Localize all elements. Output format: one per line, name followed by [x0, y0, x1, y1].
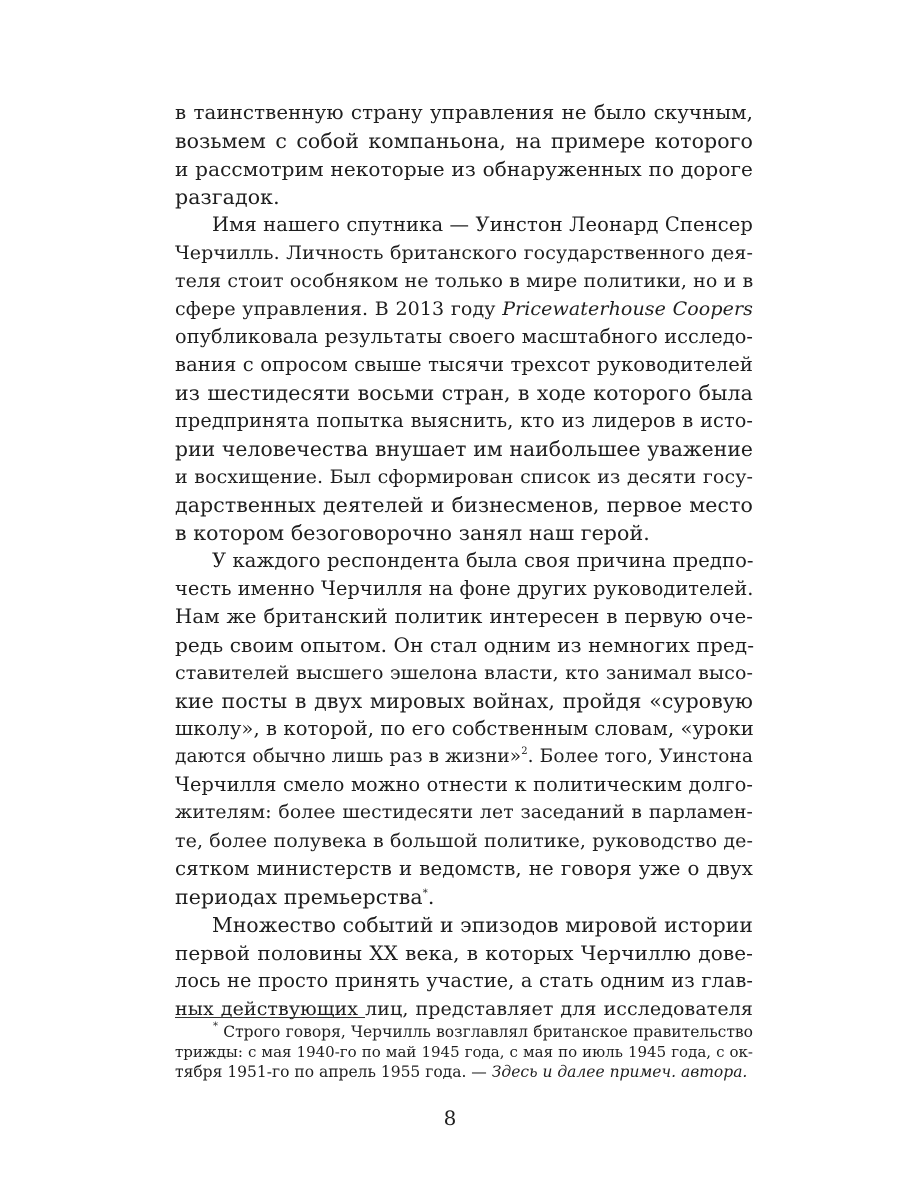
text-line: сфере управления. В 2013 году Pricewaterhouse Coopers [175, 298, 753, 320]
text-line: школу», в которой, по его собственным словам, «уроки [175, 717, 754, 740]
text-line: из шестидесяти восьми стран, в ходе которого была [175, 381, 753, 405]
text-line: возьмем с собой компаньона, на примере которого [175, 129, 753, 153]
footnote-line: * Строго говоря, Черчилль возглавлял британское правительство [213, 1021, 753, 1041]
text-line: и рассмотрим некоторые из обнаруженных по дороге [175, 157, 753, 181]
text-line: предпринята попытка выяснить, кто из лидеров в исто- [175, 409, 753, 432]
text-line: периодах премьерства*. [175, 885, 435, 909]
text-line: сятком министерств и ведомств, не говоря уже о двух [175, 857, 753, 880]
footnote-line: трижды: с мая 1940-го по май 1945 года, с мая по июль 1945 года, с ок- [175, 1043, 753, 1061]
text-line: ставителей высшего эшелона власти, кто занимал высо- [175, 662, 753, 684]
text-line: честь именно Черчилля на фоне других руководителей. [175, 577, 754, 600]
footnote-divider [175, 1017, 365, 1018]
paragraph-first-line: Имя нашего спутника — Уинстон Леонард Спенсер [212, 213, 753, 236]
text-line: и восхищение. Был сформирован список из десяти госу- [175, 466, 753, 488]
text-line: опубликовала результаты своего масштабного исследо- [175, 325, 753, 348]
text-line: ных действующих лиц, представляет для исследователя [175, 998, 753, 1020]
author-note-italic: Здесь и далее примеч. автора. [491, 1063, 748, 1081]
text-line: Черчилля смело можно отнести к политическим долго- [175, 773, 753, 796]
text-line: дарственных деятелей и бизнесменов, первое место [175, 493, 753, 517]
footnote-line: тября 1951-го по апрель 1955 года. — Здесь и далее примеч. автора. [175, 1063, 748, 1081]
text-line: в котором безоговорочно занял наш герой. [175, 521, 650, 545]
text-line: Нам же британский политик интересен в первую оче- [175, 605, 753, 628]
endnote-ref: 2 [521, 746, 528, 757]
text-line: вания с опросом свыше тысячи трехсот руководителей [175, 353, 753, 376]
footnote-marker: * [213, 1021, 218, 1032]
footnote-ref: * [422, 888, 428, 899]
paragraph-first-line: У каждого респондента была своя причина предпо- [212, 549, 754, 572]
paragraph-first-line: Множество событий и эпизодов мировой истории [212, 913, 753, 937]
text-line: разгадок. [175, 185, 280, 209]
text-line: теля стоит особняком не только в мире политики, но и в [175, 270, 754, 292]
page-number: 8 [443, 1106, 457, 1130]
text-line: жителям: более шестидесяти лет заседаний в парламен- [175, 802, 753, 823]
text-line: те, более полувека в большой политике, руководство де- [175, 830, 753, 852]
text-line: редь своим опытом. Он стал одним из немногих пред- [175, 633, 755, 657]
text-line: лось не просто принять участие, а стать одним из глав- [175, 969, 753, 992]
company-name-italic: Pricewaterhouse Coopers [502, 298, 753, 320]
text-line: кие посты в двух мировых войнах, пройдя «суровую [175, 689, 753, 713]
text-line: рии человечества внушает им наибольшее уважение [175, 437, 753, 461]
text-line: первой половины XX века, в которых Черчиллю дове- [175, 941, 753, 965]
text-line: даются обычно лишь раз в жизни»$^2$. Более того, Уинстона [175, 746, 753, 767]
text-line: Черчилль. Личность британского государственного дея- [175, 242, 753, 264]
text-line: в таинственную страну управления не было скучным, [175, 101, 753, 124]
